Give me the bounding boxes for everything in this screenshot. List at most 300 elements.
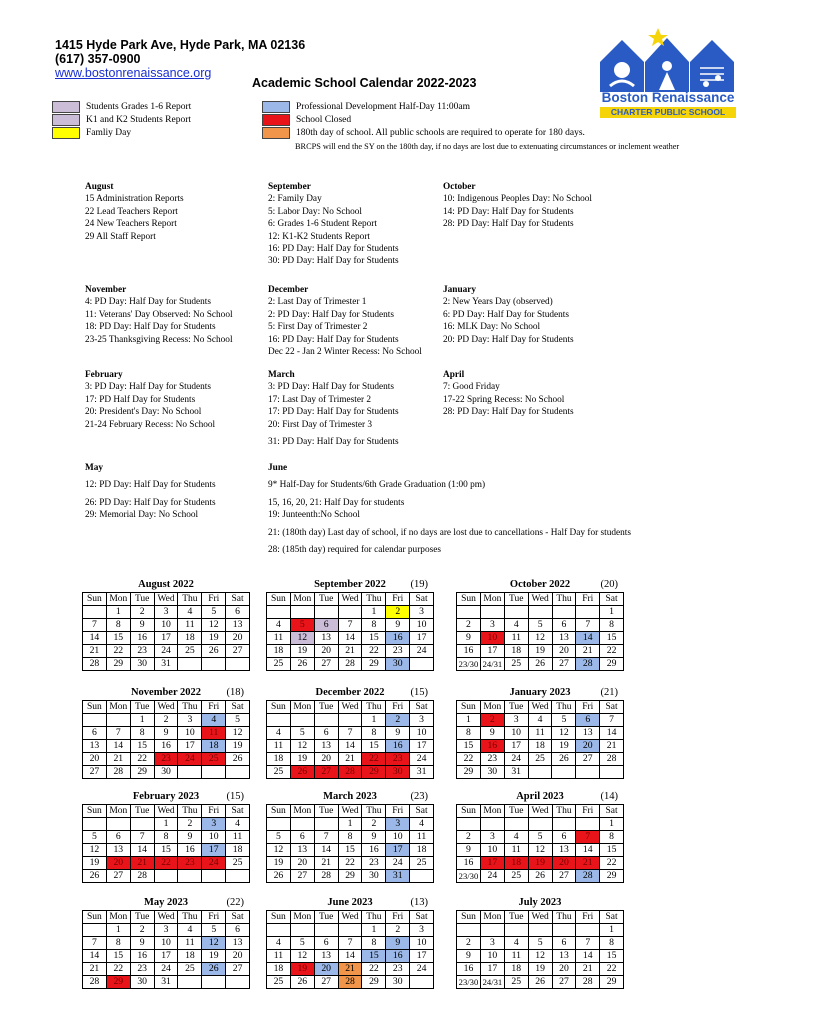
weekday-header: Tue <box>504 911 528 924</box>
weekday-header: Sun <box>83 805 107 818</box>
school-day-count: (14) <box>600 791 618 802</box>
weekday-header: Sun <box>457 593 481 606</box>
calendar-month-title: November 2022 <box>130 687 202 698</box>
calendar-day-cell: 30 <box>480 766 504 779</box>
calendar-day-cell: 1 <box>106 924 130 937</box>
calendar-day-cell: 23 <box>362 857 386 870</box>
calendar-day-cell <box>226 658 250 671</box>
weekday-header: Fri <box>202 701 226 714</box>
calendar-day-cell: 23 <box>178 857 202 870</box>
event-item: 5: Labor Day: No School <box>268 206 362 217</box>
calendar-day-cell: 11 <box>410 831 434 844</box>
weekday-header: Fri <box>576 593 600 606</box>
calendar-day-cell: 3 <box>480 619 504 632</box>
calendar-day-cell: 20 <box>576 740 600 753</box>
calendar-month-title: April 2023 <box>516 791 564 802</box>
calendar-day-cell: 6 <box>314 727 338 740</box>
logo-tagline: CHARTER PUBLIC SCHOOL <box>600 107 736 118</box>
calendar-day-cell <box>290 606 314 619</box>
weekday-header: Sun <box>267 593 291 606</box>
calendar-day-cell: 6 <box>552 619 576 632</box>
school-day-count: (15) <box>410 687 428 698</box>
event-item: 12: K1-K2 Students Report <box>268 231 371 242</box>
calendar-day-cell: 9 <box>178 831 202 844</box>
calendar-day-cell: 28 <box>338 658 362 671</box>
calendar-day-cell: 9 <box>386 937 410 950</box>
calendar-month-title: October 2022 <box>509 579 571 590</box>
calendar-day-cell: 9 <box>154 727 178 740</box>
calendar-day-cell: 21 <box>576 963 600 976</box>
calendar-day-cell: 16 <box>178 844 202 857</box>
calendar-day-cell: 4 <box>410 818 434 831</box>
calendar-day-cell: 14 <box>314 844 338 857</box>
calendar-day-cell: 7 <box>83 619 107 632</box>
weekday-header: Sat <box>226 593 250 606</box>
calendar-day-cell: 29 <box>362 658 386 671</box>
calendar-day-cell <box>576 766 600 779</box>
calendar-day-cell: 17 <box>480 857 504 870</box>
school-website-link[interactable]: www.bostonrenaissance.org <box>55 66 212 80</box>
calendar-day-cell: 24 <box>410 753 434 766</box>
events-month-heading: February <box>85 370 123 380</box>
weekday-header: Mon <box>290 805 314 818</box>
calendar-day-cell: 24 <box>154 645 178 658</box>
calendar-day-cell: 26 <box>290 766 314 779</box>
calendar-day-cell: 27 <box>226 963 250 976</box>
calendar-day-cell: 17 <box>154 950 178 963</box>
calendar-day-cell <box>457 606 481 619</box>
event-item: 30: PD Day: Half Day for Students <box>268 256 399 267</box>
calendar-day-cell: 14 <box>83 632 107 645</box>
calendar-day-cell: 19 <box>290 645 314 658</box>
calendar-day-cell: 8 <box>106 937 130 950</box>
calendar-day-cell: 11 <box>178 619 202 632</box>
calendar-day-cell: 9 <box>457 632 481 645</box>
calendar-day-cell: 2 <box>480 714 504 727</box>
weekday-header: Fri <box>386 911 410 924</box>
calendar-day-cell: 11 <box>202 727 226 740</box>
calendar-day-cell: 16 <box>386 632 410 645</box>
calendar-day-cell: 26 <box>202 645 226 658</box>
calendar-day-cell: 22 <box>106 963 130 976</box>
event-item: 15, 16, 20, 21: Half Day for students <box>268 497 405 508</box>
calendar-day-cell: 22 <box>154 857 178 870</box>
calendar-day-cell: 11 <box>226 831 250 844</box>
calendar-day-cell: 30 <box>386 766 410 779</box>
calendar-day-cell: 7 <box>600 714 624 727</box>
weekday-header: Tue <box>314 593 338 606</box>
calendar-day-cell <box>528 766 552 779</box>
calendar-day-cell: 31 <box>154 976 178 989</box>
calendar-day-cell: 10 <box>410 727 434 740</box>
calendar-day-cell: 27 <box>314 976 338 989</box>
calendar-day-cell: 11 <box>504 950 528 963</box>
calendar-day-cell: 27 <box>576 753 600 766</box>
calendar-day-cell: 31 <box>410 766 434 779</box>
calendar-day-cell <box>267 714 291 727</box>
calendar-day-cell: 4 <box>528 714 552 727</box>
event-item: 2: Family Day <box>268 194 322 205</box>
event-item: 29: Memorial Day: No School <box>85 510 199 521</box>
calendar-day-cell: 19 <box>290 753 314 766</box>
calendar-day-cell <box>480 924 504 937</box>
weekday-header: Sun <box>267 701 291 714</box>
calendar-day-cell: 2 <box>130 924 154 937</box>
legend-note: BRCPS will end the SY on the 180th day, if no days are lost due to extenuating circumstances or inclement weather <box>295 142 680 151</box>
weekday-header: Thu <box>552 805 576 818</box>
calendar-day-cell: 18 <box>410 844 434 857</box>
event-item: 2: Last Day of Trimester 1 <box>268 297 367 308</box>
calendar-day-cell: 17 <box>410 632 434 645</box>
calendar-day-cell: 24/31 <box>480 658 504 671</box>
calendar-day-cell: 16 <box>386 950 410 963</box>
calendar-day-cell: 14 <box>130 844 154 857</box>
calendar-day-cell: 4 <box>504 831 528 844</box>
weekday-header: Mon <box>290 911 314 924</box>
calendar-day-cell: 17 <box>480 963 504 976</box>
weekday-header: Tue <box>314 911 338 924</box>
calendar-day-cell <box>410 658 434 671</box>
calendar-day-cell: 24 <box>154 963 178 976</box>
calendar-day-cell: 16 <box>386 740 410 753</box>
event-item: 3: PD Day: Half Day for Students <box>268 382 395 393</box>
calendar-day-cell: 5 <box>290 727 314 740</box>
calendar-day-cell: 15 <box>130 740 154 753</box>
calendar-day-cell: 23/30 <box>457 870 481 883</box>
calendar-day-cell: 22 <box>600 963 624 976</box>
calendar-day-cell: 21 <box>600 740 624 753</box>
calendar-day-cell: 11 <box>267 632 291 645</box>
calendar-day-cell: 19 <box>528 645 552 658</box>
calendar-day-cell: 2 <box>457 619 481 632</box>
weekday-header: Sun <box>267 911 291 924</box>
calendar-day-cell: 27 <box>226 645 250 658</box>
calendar-day-cell: 28 <box>338 766 362 779</box>
calendar-day-cell: 25 <box>226 857 250 870</box>
calendar-day-cell <box>130 818 154 831</box>
events-month-heading: October <box>443 182 476 192</box>
calendar-day-cell: 19 <box>552 740 576 753</box>
calendar-day-cell: 29 <box>362 976 386 989</box>
legend-swatch <box>52 101 80 113</box>
event-item: 16: PD Day: Half Day for Students <box>268 334 399 345</box>
calendar-day-cell: 6 <box>290 831 314 844</box>
legend-swatch <box>262 127 290 139</box>
legend-label: 180th day of school. All public schools are required to operate for 180 days. <box>296 128 585 138</box>
calendar-day-cell <box>83 818 107 831</box>
calendar-day-cell: 12 <box>290 740 314 753</box>
calendar-day-cell: 21 <box>106 753 130 766</box>
calendar-day-cell <box>528 818 552 831</box>
calendar-day-cell: 24 <box>386 857 410 870</box>
weekday-header: Fri <box>576 911 600 924</box>
calendar-day-cell: 7 <box>576 619 600 632</box>
event-item: 17: Last Day of Trimester 2 <box>268 394 372 405</box>
calendar-day-cell: 16 <box>480 740 504 753</box>
calendar-day-cell <box>457 818 481 831</box>
calendar-day-cell: 29 <box>362 766 386 779</box>
calendar-day-cell <box>576 818 600 831</box>
calendar-day-cell: 22 <box>600 645 624 658</box>
calendar-day-cell <box>410 870 434 883</box>
calendar-day-cell: 27 <box>83 766 107 779</box>
calendar-day-cell: 2 <box>386 606 410 619</box>
school-day-count: (23) <box>410 791 428 802</box>
weekday-header: Sat <box>600 805 624 818</box>
calendar-day-cell: 23 <box>386 645 410 658</box>
calendar-day-cell: 30 <box>154 766 178 779</box>
calendar-day-cell: 23 <box>480 753 504 766</box>
events-january <box>443 284 574 346</box>
calendar-day-cell: 8 <box>338 831 362 844</box>
calendar-day-cell: 15 <box>600 950 624 963</box>
calendar-day-cell: 21 <box>83 963 107 976</box>
legend-swatch <box>262 114 290 126</box>
weekday-header: Fri <box>202 911 226 924</box>
calendar-day-cell: 9 <box>362 831 386 844</box>
calendar-day-cell: 27 <box>552 658 576 671</box>
calendar-day-cell: 20 <box>552 645 576 658</box>
calendar-day-cell: 7 <box>576 937 600 950</box>
calendar-day-cell: 11 <box>267 950 291 963</box>
calendar-day-cell: 18 <box>504 645 528 658</box>
calendar-day-cell: 5 <box>202 924 226 937</box>
events-month-heading: September <box>268 182 311 192</box>
school-day-count: (13) <box>410 897 428 908</box>
calendar-day-cell: 17 <box>386 844 410 857</box>
calendar-day-cell: 26 <box>83 870 107 883</box>
calendar-day-cell: 9 <box>386 619 410 632</box>
calendar-day-cell: 23/30 <box>457 658 481 671</box>
calendar-day-cell: 20 <box>226 632 250 645</box>
events-month-heading: January <box>443 285 477 295</box>
events-month-heading: May <box>85 463 104 473</box>
calendar-month-title: August 2022 <box>138 579 194 590</box>
calendar-day-cell: 8 <box>362 619 386 632</box>
event-item: 11: Veterans' Day Observed: No School <box>85 309 233 320</box>
calendar-day-cell: 2 <box>386 924 410 937</box>
events-april <box>443 369 574 419</box>
calendar-day-cell: 11 <box>178 937 202 950</box>
event-item: 17: PD Day: Half Day for Students <box>268 407 399 418</box>
calendar-day-cell: 19 <box>202 950 226 963</box>
calendar-day-cell: 20 <box>290 857 314 870</box>
weekday-header: Wed <box>528 593 552 606</box>
calendar-day-cell: 14 <box>106 740 130 753</box>
event-item: 24 New Teachers Report <box>85 219 177 230</box>
calendar-day-cell: 29 <box>457 766 481 779</box>
weekday-header: Tue <box>504 701 528 714</box>
calendar-day-cell: 2 <box>154 714 178 727</box>
event-item: 20: PD Day: Half Day for Students <box>443 334 574 345</box>
calendar-day-cell <box>106 714 130 727</box>
events-month-heading: December <box>268 285 309 295</box>
calendar-day-cell: 7 <box>314 831 338 844</box>
weekday-header: Sat <box>600 911 624 924</box>
calendar-day-cell: 13 <box>314 632 338 645</box>
legend-label: Professional Development Half-Day 11:00am <box>296 102 471 112</box>
calendar-day-cell: 8 <box>130 727 154 740</box>
calendar-day-cell: 27 <box>314 766 338 779</box>
calendar-day-cell: 20 <box>314 645 338 658</box>
calendar-day-cell: 11 <box>267 740 291 753</box>
calendar-day-cell <box>552 606 576 619</box>
calendar-day-cell: 5 <box>528 831 552 844</box>
calendar-day-cell: 22 <box>600 857 624 870</box>
weekday-header: Tue <box>314 701 338 714</box>
calendar-day-cell <box>528 606 552 619</box>
calendar-day-cell: 1 <box>600 924 624 937</box>
calendar-day-cell: 10 <box>154 619 178 632</box>
legend-swatch <box>52 127 80 139</box>
calendar-day-cell: 1 <box>106 606 130 619</box>
calendar-day-cell <box>552 818 576 831</box>
calendar-month-title: January 2023 <box>509 687 571 698</box>
calendar-day-cell: 17 <box>178 740 202 753</box>
weekday-header: Mon <box>106 805 130 818</box>
calendar-day-cell: 1 <box>362 924 386 937</box>
calendar-day-cell: 3 <box>410 714 434 727</box>
school-day-count: (18) <box>226 687 244 698</box>
calendar-day-cell: 25 <box>267 766 291 779</box>
event-item: 16: PD Day: Half Day for Students <box>268 244 399 255</box>
calendar-day-cell: 30 <box>130 658 154 671</box>
calendar-day-cell: 22 <box>130 753 154 766</box>
calendar-day-cell: 16 <box>362 844 386 857</box>
calendar-day-cell: 18 <box>267 753 291 766</box>
calendar-day-cell: 2 <box>457 937 481 950</box>
calendar-day-cell: 17 <box>410 740 434 753</box>
event-item: 28: PD Day: Half Day for Students <box>443 219 574 230</box>
calendar-day-cell <box>504 924 528 937</box>
calendar-day-cell: 12 <box>290 950 314 963</box>
legend-label: K1 and K2 Students Report <box>86 115 192 125</box>
calendar-day-cell: 14 <box>576 632 600 645</box>
weekday-header: Thu <box>552 593 576 606</box>
event-item: 18: PD Day: Half Day for Students <box>85 322 216 333</box>
calendar-day-cell <box>226 766 250 779</box>
weekday-header: Sun <box>83 911 107 924</box>
calendar-day-cell: 4 <box>504 937 528 950</box>
weekday-header: Fri <box>576 805 600 818</box>
weekday-header: Wed <box>338 805 362 818</box>
calendar-day-cell: 23 <box>130 645 154 658</box>
weekday-header: Tue <box>314 805 338 818</box>
calendar-day-cell <box>552 924 576 937</box>
calendar-day-cell: 6 <box>106 831 130 844</box>
calendar-day-cell: 21 <box>314 857 338 870</box>
calendar-day-cell: 25 <box>410 857 434 870</box>
calendar-day-cell: 12 <box>202 937 226 950</box>
calendar-day-cell: 29 <box>338 870 362 883</box>
calendar-day-cell <box>314 924 338 937</box>
calendar-day-cell: 13 <box>552 950 576 963</box>
calendar-day-cell: 17 <box>480 645 504 658</box>
calendar-day-cell <box>504 818 528 831</box>
calendar-day-cell: 16 <box>130 632 154 645</box>
weekday-header: Sat <box>410 911 434 924</box>
calendar-day-cell: 6 <box>314 937 338 950</box>
calendar-day-cell: 13 <box>290 844 314 857</box>
events-august <box>85 181 184 243</box>
calendar-day-cell: 4 <box>267 619 291 632</box>
calendar-day-cell: 28 <box>338 976 362 989</box>
event-item: 15 Administration Reports <box>85 194 184 205</box>
calendar-day-cell <box>226 870 250 883</box>
calendar-day-cell: 8 <box>154 831 178 844</box>
event-item: 19: Junteenth:No School <box>268 510 360 521</box>
calendar-day-cell: 15 <box>362 740 386 753</box>
calendar-day-cell <box>480 818 504 831</box>
weekday-header: Mon <box>480 593 504 606</box>
calendar-day-cell: 8 <box>106 619 130 632</box>
calendar-day-cell: 3 <box>154 606 178 619</box>
weekday-header: Tue <box>130 911 154 924</box>
weekday-header: Tue <box>130 805 154 818</box>
calendar-day-cell: 12 <box>528 844 552 857</box>
event-item: 26: PD Day: Half Day for Students <box>85 497 216 508</box>
calendar-day-cell <box>202 766 226 779</box>
calendar-day-cell: 25 <box>528 753 552 766</box>
calendar-day-cell: 10 <box>504 727 528 740</box>
calendar-day-cell: 24 <box>504 753 528 766</box>
calendar-day-cell: 25 <box>504 658 528 671</box>
calendar-day-cell: 19 <box>202 632 226 645</box>
weekday-header: Mon <box>106 593 130 606</box>
calendar-day-cell: 8 <box>362 937 386 950</box>
calendar-day-cell: 24 <box>202 857 226 870</box>
calendar-day-cell: 14 <box>576 950 600 963</box>
calendar-day-cell: 27 <box>106 870 130 883</box>
events-october <box>443 181 592 231</box>
calendar-day-cell: 29 <box>106 976 130 989</box>
events-june <box>268 462 631 556</box>
calendar-day-cell: 15 <box>362 632 386 645</box>
calendar-day-cell: 18 <box>267 645 291 658</box>
calendar-day-cell: 20 <box>226 950 250 963</box>
calendar-day-cell: 25 <box>267 658 291 671</box>
calendar-day-cell: 30 <box>386 658 410 671</box>
calendar-day-cell: 5 <box>202 606 226 619</box>
calendar-day-cell: 30 <box>130 976 154 989</box>
calendar-day-cell <box>552 766 576 779</box>
calendar-month-title: July 2023 <box>518 897 562 908</box>
calendar-day-cell: 25 <box>202 753 226 766</box>
calendar-day-cell: 24 <box>410 645 434 658</box>
calendar-day-cell: 21 <box>576 857 600 870</box>
calendar-day-cell: 2 <box>130 606 154 619</box>
weekday-header: Mon <box>480 805 504 818</box>
event-item: 2: New Years Day (observed) <box>443 297 553 308</box>
weekday-header: Thu <box>362 911 386 924</box>
calendar-day-cell <box>528 924 552 937</box>
calendar-day-cell <box>457 924 481 937</box>
calendar-day-cell <box>290 818 314 831</box>
calendar-day-cell: 27 <box>290 870 314 883</box>
calendar-day-cell <box>202 870 226 883</box>
calendar-day-cell <box>504 606 528 619</box>
calendar-day-cell: 25 <box>504 976 528 989</box>
events-month-heading: November <box>85 285 127 295</box>
calendar-day-cell: 28 <box>130 870 154 883</box>
calendar-day-cell <box>83 924 107 937</box>
calendar-day-cell: 15 <box>600 844 624 857</box>
weekday-header: Wed <box>154 911 178 924</box>
calendar-day-cell <box>314 606 338 619</box>
calendar-day-cell <box>338 714 362 727</box>
school-day-count: (15) <box>226 791 244 802</box>
event-item: 14: PD Day: Half Day for Students <box>443 206 574 217</box>
